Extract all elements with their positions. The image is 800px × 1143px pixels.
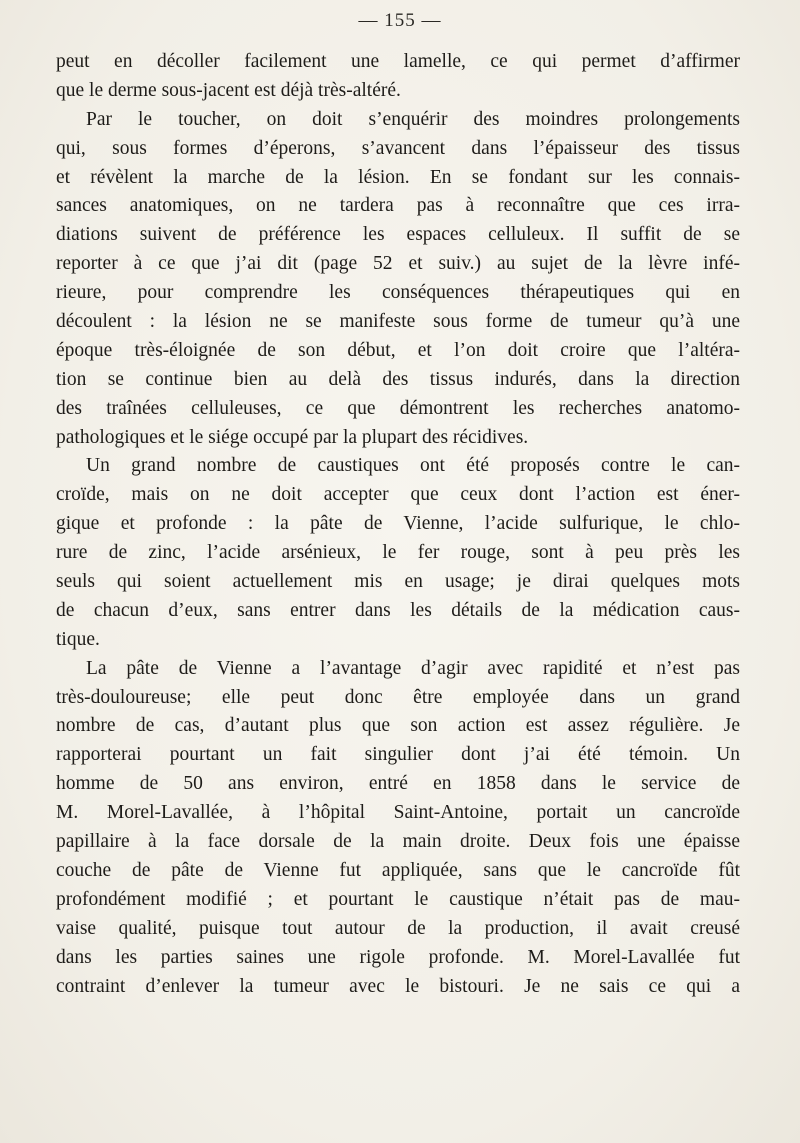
text-line: que le derme sous-jacent est déjà très-altéré.	[56, 79, 401, 101]
text-line: et révèlent la marche de la lésion. En se fondant sur les connais-	[56, 166, 740, 188]
text-line: des traînées celluleuses, ce que démontrent les recherches anatomo-	[56, 397, 740, 419]
text-line: profondément modifié ; et pourtant le caustique n’était pas de mau-	[56, 888, 740, 910]
text-line: tion se continue bien au delà des tissus indurés, dans la direction	[56, 368, 740, 390]
text-line: diations suivent de préférence les espaces celluleux. Il suffit de se	[56, 224, 740, 246]
text-line: nombre de cas, d’autant plus que son action est assez régulière. Je	[56, 715, 740, 737]
text-line: reporter à ce que j’ai dit (page 52 et suiv.) au sujet de la lèvre infé-	[56, 253, 740, 275]
text-line: rure de zinc, l’acide arsénieux, le fer rouge, sont à peu près les	[56, 542, 740, 564]
text-line: dans les parties saines une rigole profonde. M. Morel-Lavallée fut	[56, 946, 740, 968]
text-line: Par le toucher, on doit s’enquérir des moindres prolongements	[86, 108, 740, 130]
text-line: époque très-éloignée de son début, et l’on doit croire que l’altéra-	[56, 339, 740, 361]
text-line: papillaire à la face dorsale de la main droite. Deux fois une épaisse	[56, 831, 740, 853]
text-line: vaise qualité, puisque tout autour de la production, il avait creusé	[56, 917, 740, 939]
text-line: gique et profonde : la pâte de Vienne, l’acide sulfurique, le chlo-	[56, 513, 740, 535]
text-line: pathologiques et le siége occupé par la plupart des récidives.	[56, 426, 529, 448]
text-line: qui, sous formes d’éperons, s’avancent dans l’épaisseur des tissus	[56, 137, 740, 159]
text-line: découlent : la lésion ne se manifeste sous forme de tumeur qu’à une	[56, 311, 740, 333]
text-line: La pâte de Vienne a l’avantage d’agir avec rapidité et n’est pas	[86, 657, 740, 679]
text-line: couche de pâte de Vienne fut appliquée, sans que le cancroïde fût	[56, 859, 740, 881]
text-line: seuls qui soient actuellement mis en usage; je dirai quelques mots	[56, 571, 740, 593]
text-line: peut en décoller facilement une lamelle, ce qui permet d’affirmer	[56, 51, 740, 72]
text-line: croïde, mais on ne doit accepter que ceux dont l’action est éner-	[56, 484, 740, 506]
text-line: rieure, pour comprendre les conséquences thérapeutiques qui en	[56, 282, 740, 304]
text-line: M. Morel-Lavallée, à l’hôpital Saint-Antoine, portait un cancroïde	[56, 802, 740, 824]
text-line: rapporterai pourtant un fait singulier dont j’ai été témoin. Un	[56, 744, 740, 766]
text-line: contraint d’enlever la tumeur avec le bistouri. Je ne sais ce qui a	[56, 975, 740, 997]
page-number: — 155 —	[358, 10, 442, 31]
text-line: de chacun d’eux, sans entrer dans les détails de la médication caus-	[56, 599, 740, 621]
body-text	[56, 48, 740, 1001]
text-line: Un grand nombre de caustiques ont été proposés contre le can-	[86, 455, 740, 477]
text-line: homme de 50 ans environ, entré en 1858 dans le service de	[56, 773, 740, 795]
text-line: très-douloureuse; elle peut donc être employée dans un grand	[56, 686, 740, 708]
text-line: tique.	[56, 628, 100, 650]
text-line: sances anatomiques, on ne tardera pas à reconnaître que ces irra-	[56, 195, 740, 217]
